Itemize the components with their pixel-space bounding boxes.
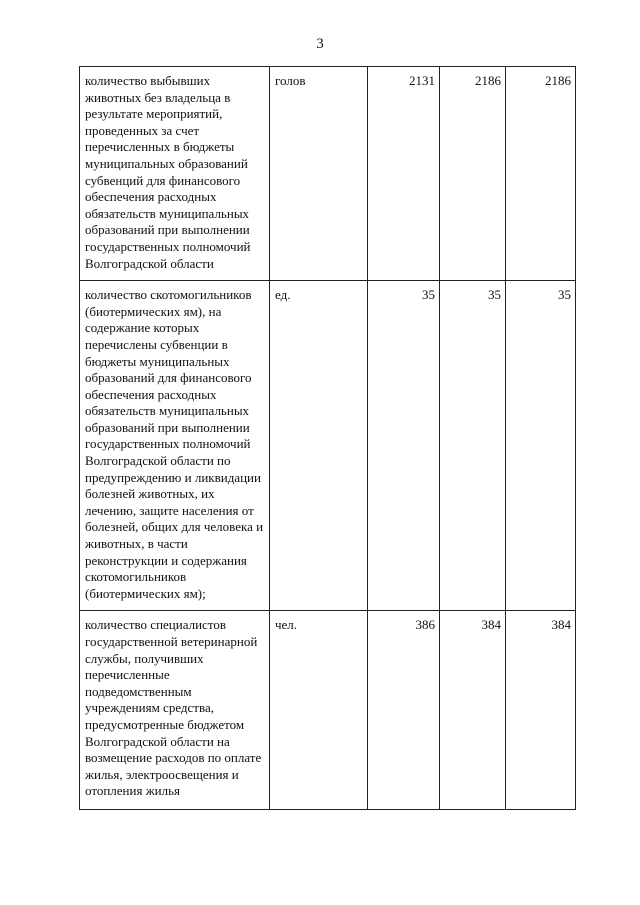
value-cell: 2186 xyxy=(506,67,576,281)
page-number: 3 xyxy=(316,36,324,52)
indicator-description: количество специалистов государственной ветеринарной службы, получивших перечисленные подведомственным учреждениям средства, предусмотренные бюджетом Волгоградской области на возмещение расходов по оплате жилья, электроосвещения и отопления жилья xyxy=(80,611,270,810)
unit-cell: ед. xyxy=(270,281,368,611)
value-cell: 35 xyxy=(506,281,576,611)
indicator-description: количество скотомогильников (биотермических ям), на содержание которых перечислены субвенции в бюджеты муниципальных образований для финансового обеспечения расходных обязательств муниципальных образований при выполнении государственных полномочий Волгоградской области по предупреждению и ликвидации болезней животных, их лечению, защите населения от болезней, общих для человека и животных, в части реконструкции и содержания скотомогильников (биотермических ям); xyxy=(80,281,270,611)
value-cell: 35 xyxy=(440,281,506,611)
value-cell: 386 xyxy=(368,611,440,810)
table-row xyxy=(80,611,576,810)
indicator-description: количество выбывших животных без владельца в результате мероприятий, проведенных за счет перечисленных в бюджеты муниципальных образований субвенций для финансового обеспечения расходных обязательств муниципальных образований при выполнении государственных полномочий Волгоградской области xyxy=(80,67,270,281)
value-cell: 384 xyxy=(440,611,506,810)
value-cell: 2186 xyxy=(440,67,506,281)
value-cell: 384 xyxy=(506,611,576,810)
unit-cell: голов xyxy=(270,67,368,281)
indicators-table xyxy=(79,66,576,810)
table-row xyxy=(80,281,576,611)
unit-cell: чел. xyxy=(270,611,368,810)
value-cell: 35 xyxy=(368,281,440,611)
table-row xyxy=(80,67,576,281)
value-cell: 2131 xyxy=(368,67,440,281)
